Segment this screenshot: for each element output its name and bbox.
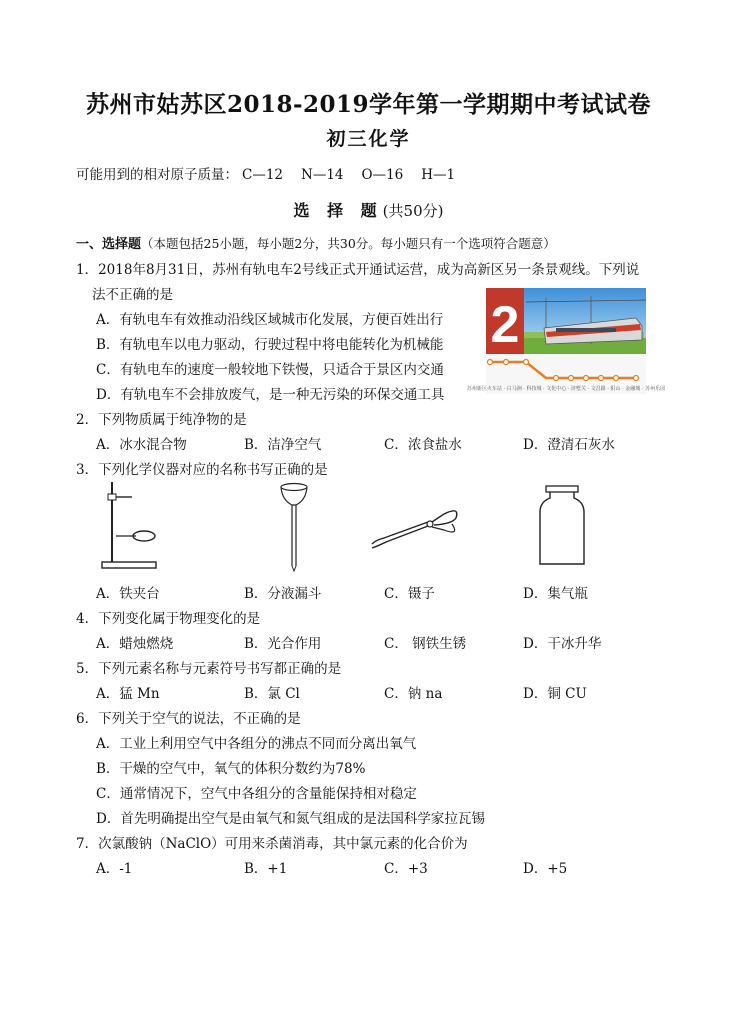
crucible-tongs-drawing	[368, 500, 464, 555]
part-title: 一、选择题	[76, 237, 142, 252]
question-1-option-a: A．有轨电车有效推动沿线区域城市化发展，方便百姓出行	[96, 312, 444, 328]
iron-stand-drawing	[96, 478, 166, 573]
question-4-option-b: B．光合作用	[244, 636, 322, 652]
question-1-stem: 1．2018年8月31日，苏州有轨电车2号线正式开通试运营，成为高新区另一条景观线。下列说	[76, 262, 640, 278]
atomic-mass-label: 可能用到的相对原子质量：	[76, 167, 238, 183]
question-1-option-c: C．有轨电车的速度一般较地下铁慢，只适合于景区内交通	[96, 362, 444, 378]
part-heading	[76, 233, 556, 252]
question-5-option-b: B．氯 Cl	[244, 686, 300, 702]
question-1-stem-cont: 法不正确的是	[92, 287, 173, 303]
question-6-option-d: D．首先明确提出空气是由氧气和氮气组成的是法国科学家拉瓦锡	[96, 811, 485, 827]
route-stops: 苏州新区火车站 · 白马涧 · 科技城 · 文化中心 · 浒墅关 · 文昌路 · 阳山 · 金融城 · 苏州乐园	[466, 386, 666, 392]
question-6-option-b: B．干燥的空气中，氧气的体积分数约为78%	[96, 761, 366, 777]
question-5-option-a: A．猛 Mn	[96, 686, 160, 702]
atomic-mass-n: N—14	[301, 167, 344, 183]
separatory-funnel-drawing	[272, 478, 322, 573]
question-5-option-c: C．钠 na	[384, 686, 443, 702]
question-4-option-d: D．干冰升华	[523, 636, 602, 652]
part-instructions: （本题包括25小题，每小题2分，共30分。每小题只有一个选项符合题意）	[141, 236, 556, 251]
question-7-option-d: D．+5	[523, 861, 568, 877]
question-3-option-a: A．铁夹台	[96, 586, 160, 602]
page-title: 苏州市姑苏区2018-2019学年第一学期期中考试试卷	[85, 91, 652, 118]
question-3-stem: 3．下列化学仪器对应的名称书写正确的是	[76, 462, 328, 478]
question-6-option-c: C．通常情况下，空气中各组分的含量能保持相对稳定	[96, 786, 417, 802]
question-7-stem: 7．次氯酸钠（NaClO）可用来杀菌消毒，其中氯元素的化合价为	[76, 836, 468, 852]
gas-bottle-drawing	[536, 484, 588, 569]
tram-line-2-image	[466, 288, 666, 394]
page-subtitle: 初三化学	[326, 128, 411, 150]
question-7-option-b: B．+1	[244, 861, 288, 877]
question-7-option-c: C．+3	[384, 861, 428, 877]
question-3-option-d: D．集气瓶	[523, 586, 588, 602]
question-5-stem: 5．下列元素名称与元素符号书写都正确的是	[76, 661, 342, 677]
question-7-option-a: A．-1	[96, 861, 133, 877]
question-6-option-a: A．工业上利用空气中各组分的沸点不同而分离出氧气	[96, 736, 417, 752]
section-heading	[0, 198, 737, 221]
question-5-option-d: D．铜 CU	[523, 686, 587, 702]
question-1-option-b: B．有轨电车以电力驱动，行驶过程中将电能转化为机械能	[96, 337, 444, 353]
question-6-stem: 6．下列关于空气的说法，不正确的是	[76, 711, 301, 727]
atomic-mass-h: H—1	[421, 167, 456, 183]
question-2-option-b: B．洁净空气	[244, 437, 322, 453]
question-2-stem: 2．下列物质属于纯净物的是	[76, 412, 247, 428]
question-2-option-a: A．冰水混合物	[96, 437, 187, 453]
atomic-mass-line	[76, 163, 473, 183]
question-4-stem: 4．下列变化属于物理变化的是	[76, 611, 261, 627]
question-1-option-d: D．有轨电车不会排放废气，是一种无污染的环保交通工具	[96, 387, 445, 403]
question-2-option-d: D．澄清石灰水	[523, 437, 615, 453]
question-4-option-a: A．蜡烛燃烧	[96, 636, 174, 652]
question-3-option-c: C．镊子	[384, 586, 435, 602]
question-2-option-c: C．浓食盐水	[384, 437, 462, 453]
question-4-option-c: C． 钢铁生锈	[384, 636, 467, 652]
atomic-mass-c: C—12	[242, 167, 284, 183]
section-name: 选 择 题	[293, 201, 383, 220]
line-number: 2	[490, 296, 520, 354]
atomic-mass-o: O—16	[361, 167, 404, 183]
section-note: (共50分)	[382, 202, 444, 220]
question-3-option-b: B．分液漏斗	[244, 586, 322, 602]
